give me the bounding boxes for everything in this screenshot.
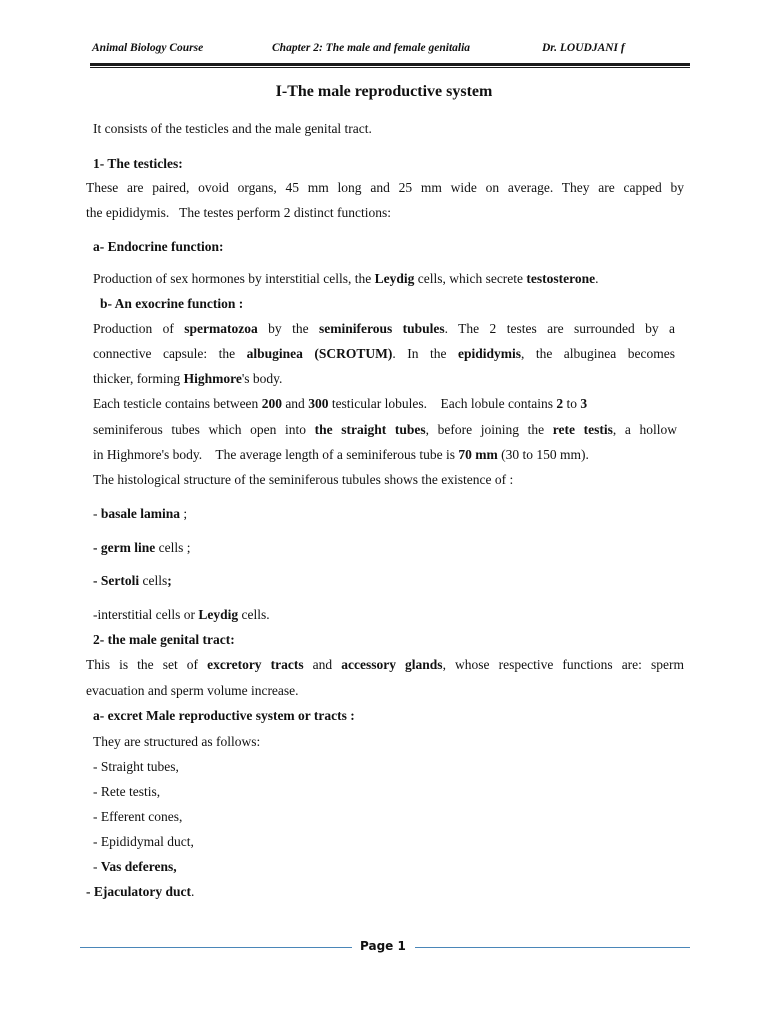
- testicles-paragraph-line1: These are paired, ovoid organs, 45 mm long and 25 mm wide on average. They are capped by: [86, 180, 684, 195]
- exocrine-heading: b- An exocrine function :: [100, 296, 244, 311]
- endocrine-heading: a- Endocrine function:: [93, 239, 224, 254]
- page-title: I-The male reproductive system: [275, 83, 493, 100]
- genital-tract-line1: This is the set of excretory tracts and accessory glands, whose respective functions are: sperm: [86, 657, 684, 672]
- histology-text: The histological structure of the seminiferous tubules shows the existence of :: [93, 472, 514, 487]
- tract-item-vas-deferens: - Vas deferens,: [93, 859, 177, 874]
- lobules-line1: Each testicle contains between 200 and 300 testicular lobules. Each lobule contains 2 to 3: [93, 396, 588, 411]
- header-course: Animal Biology Course: [92, 42, 204, 54]
- tract-item-rete-testis: - Rete testis,: [93, 784, 161, 799]
- endocrine-text: Production of sex hormones by interstitial cells, the Leydig cells, which secrete testosterone.: [93, 271, 599, 286]
- list-item-basale-lamina: - basale lamina ;: [93, 506, 188, 521]
- excretory-tracts-heading: a- excret Male reproductive system or tracts :: [93, 708, 355, 723]
- lobules-line2: seminiferous tubes which open into the straight tubes, before joining the rete testis, a hollow: [93, 422, 678, 437]
- tract-item-epididymal-duct: - Epididymal duct,: [93, 834, 194, 849]
- list-item-sertoli: - Sertoli cells;: [93, 573, 172, 588]
- tract-item-straight-tubes: - Straight tubes,: [93, 759, 179, 774]
- list-item-leydig: -interstitial cells or Leydig cells.: [93, 607, 270, 622]
- exocrine-line2: connective capsule: the albuginea (SCROTUM). In the epididymis, the albuginea becomes: [93, 346, 675, 361]
- intro-text: It consists of the testicles and the male genital tract.: [93, 121, 372, 136]
- footer-rule-right: [415, 947, 690, 948]
- genital-tract-line2: evacuation and sperm volume increase.: [86, 683, 299, 698]
- exocrine-line3: thicker, forming Highmore's body.: [93, 371, 283, 386]
- header-author: Dr. LOUDJANI f: [542, 42, 625, 54]
- section-testicles-heading: 1- The testicles:: [93, 156, 183, 171]
- structured-text: They are structured as follows:: [93, 734, 261, 749]
- testicles-paragraph-line2: the epididymis. The testes perform 2 distinct functions:: [86, 205, 391, 220]
- tract-item-ejaculatory-duct: - Ejaculatory duct.: [86, 884, 195, 899]
- footer-rule-left: [80, 947, 352, 948]
- exocrine-line1: Production of spermatozoa by the seminiferous tubules. The 2 testes are surrounded by a: [93, 321, 675, 336]
- header-rule: [90, 63, 690, 66]
- list-item-germ-line: - germ line cells ;: [93, 540, 191, 555]
- tract-item-efferent-cones: - Efferent cones,: [93, 809, 183, 824]
- page-number: Page 1: [360, 939, 406, 953]
- section-genital-tract-heading: 2- the male genital tract:: [93, 632, 235, 647]
- header-chapter: Chapter 2: The male and female genitalia: [272, 42, 471, 54]
- lobules-line3: in Highmore's body. The average length of a seminiferous tube is 70 mm (30 to 150 mm).: [93, 447, 589, 462]
- header-rule-thin: [90, 67, 690, 68]
